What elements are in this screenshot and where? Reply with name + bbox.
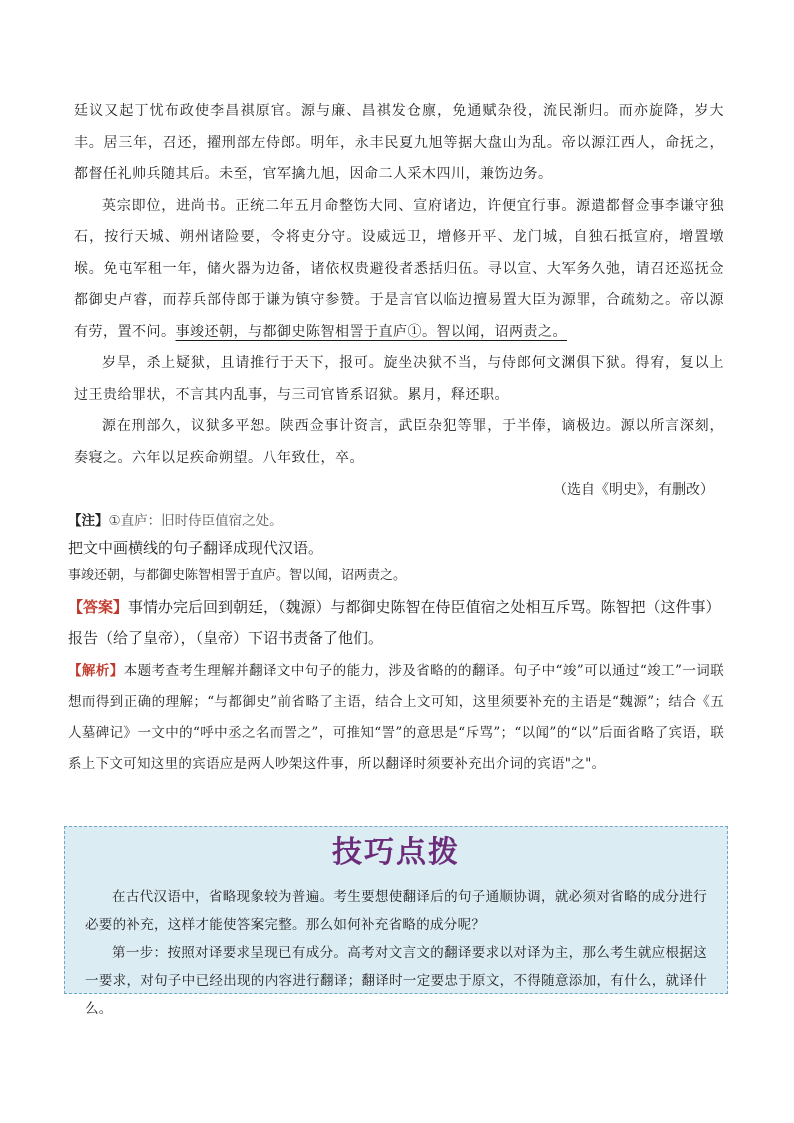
document-page [68,96,724,780]
answer-tag: 【答案】 [68,598,129,616]
question-sentence: 事竣还朝，与都御史陈智相詈于直庐。智以闻，诏两责之。 [68,568,407,583]
passage-paragraph-2 [74,191,724,349]
analysis-text: 本题考查考生理解并翻译文中句子的能力，涉及省略的的翻译。句子中“竣”可以通过“竣工”一词联想而得到正确的理解；“与都御史”前省略了主语，结合上文可知，这里须要补充的主语是“魏源”；结合《五人墓碑记》一文中的“呼中丞之名而詈之”，可推知“詈”的意思是“斥骂”；“以闻”的“以”后面省略了宾语，联系上下文可知这里的宾语应是两人吵架这件事，所以翻译时须要补充出介词的宾语"之"。 [68,663,724,772]
tips-title: 技巧点拨 [332,835,460,870]
footnote-tag: 【注】 [68,513,109,529]
footnote [68,508,724,534]
tips-paragraph-2: 第一步：按照对译要求呈现已有成分。高考对文言文的翻译要求以对译为主，那么考生就应根据这一要求，对句子中已经出现的内容进行翻译；翻译时一定要忠于原文，不得随意添加，有什么，就译什么。 [85,945,707,1017]
tips-paragraph-1: 在古代汉语中，省略现象较为普遍。考生要想使翻译后的句子通顺协调，就必须对省略的成分进行必要的补充，这样才能使答案完整。那么如何补充省略的成分呢？ [85,889,707,933]
underlined-sentence: 事竣还朝，与都御史陈智相詈于直庐①。智以闻，诏两责之。 [175,323,567,340]
question-prompt: 把文中画横线的句子翻译成现代汉语。 [68,539,324,557]
tips-box [64,826,728,1017]
answer-text: 事情办完后回到朝廷，（魏源）与都御史陈智在侍臣值宿之处相互斥骂。陈智把（这件事）报告（给了皇帝），（皇帝）下诏书责备了他们。 [68,598,721,647]
footnote-text: ①直庐：旧时侍臣值宿之处。 [108,513,283,529]
answer-block [68,592,724,654]
source-citation: （选自《明史》，有删改） [553,482,714,498]
analysis-tag: 【解析】 [68,663,124,679]
passage-paragraph-4: 源在刑部久，议狱多平恕。陕西佥事计资言，武臣杂犯等罪，于半俸，谪极边。源以所言深刻，奏寝之。六年以足疾命朔望。八年致仕，卒。 [74,418,724,466]
passage-paragraph-3: 岁旱，杀上疑狱，且请推行于天下，报可。旋坐决狱不当，与侍郎何文渊俱下狱。得宥，复以上过王贵给罪状，不言其内乱事，与三司官皆系诏狱。累月，释还职。 [74,355,724,403]
passage-paragraph-2-text: 英宗即位，进尚书。正统二年五月命整饬大同、宣府诸边，许便宜行事。源遣都督佥事李谦守独石，按行天城、朔州诸险要，令将吏分守。设威远卫，增修开平、龙门城，自独石抵宣府，增置墩堠。免屯军租一年，储火器为边备，诸依权贵避役者悉括归伍。寻以宣、大军务久弛，请召还巡抚佥都御史卢睿，而荐兵部侍郎于谦为镇守参赞。于是言官以临边擅易置大臣为源罪，合疏劾之。帝以源有劳，置不问。 [74,197,724,340]
analysis-block [68,656,724,780]
passage-paragraph-1: 廷议又起丁忧布政使李昌祺原官。源与廉、昌祺发仓廪，免通赋杂役，流民渐归。而亦旋降，岁大丰。居三年，召还，擢刑部左侍郎。明年，永丰民夏九旭等据大盘山为乱。帝以源江西人，命抚之，都督任礼帅兵随其后。未至，官军擒九旭，因命二人采木四川，兼饬边务。 [74,103,724,182]
